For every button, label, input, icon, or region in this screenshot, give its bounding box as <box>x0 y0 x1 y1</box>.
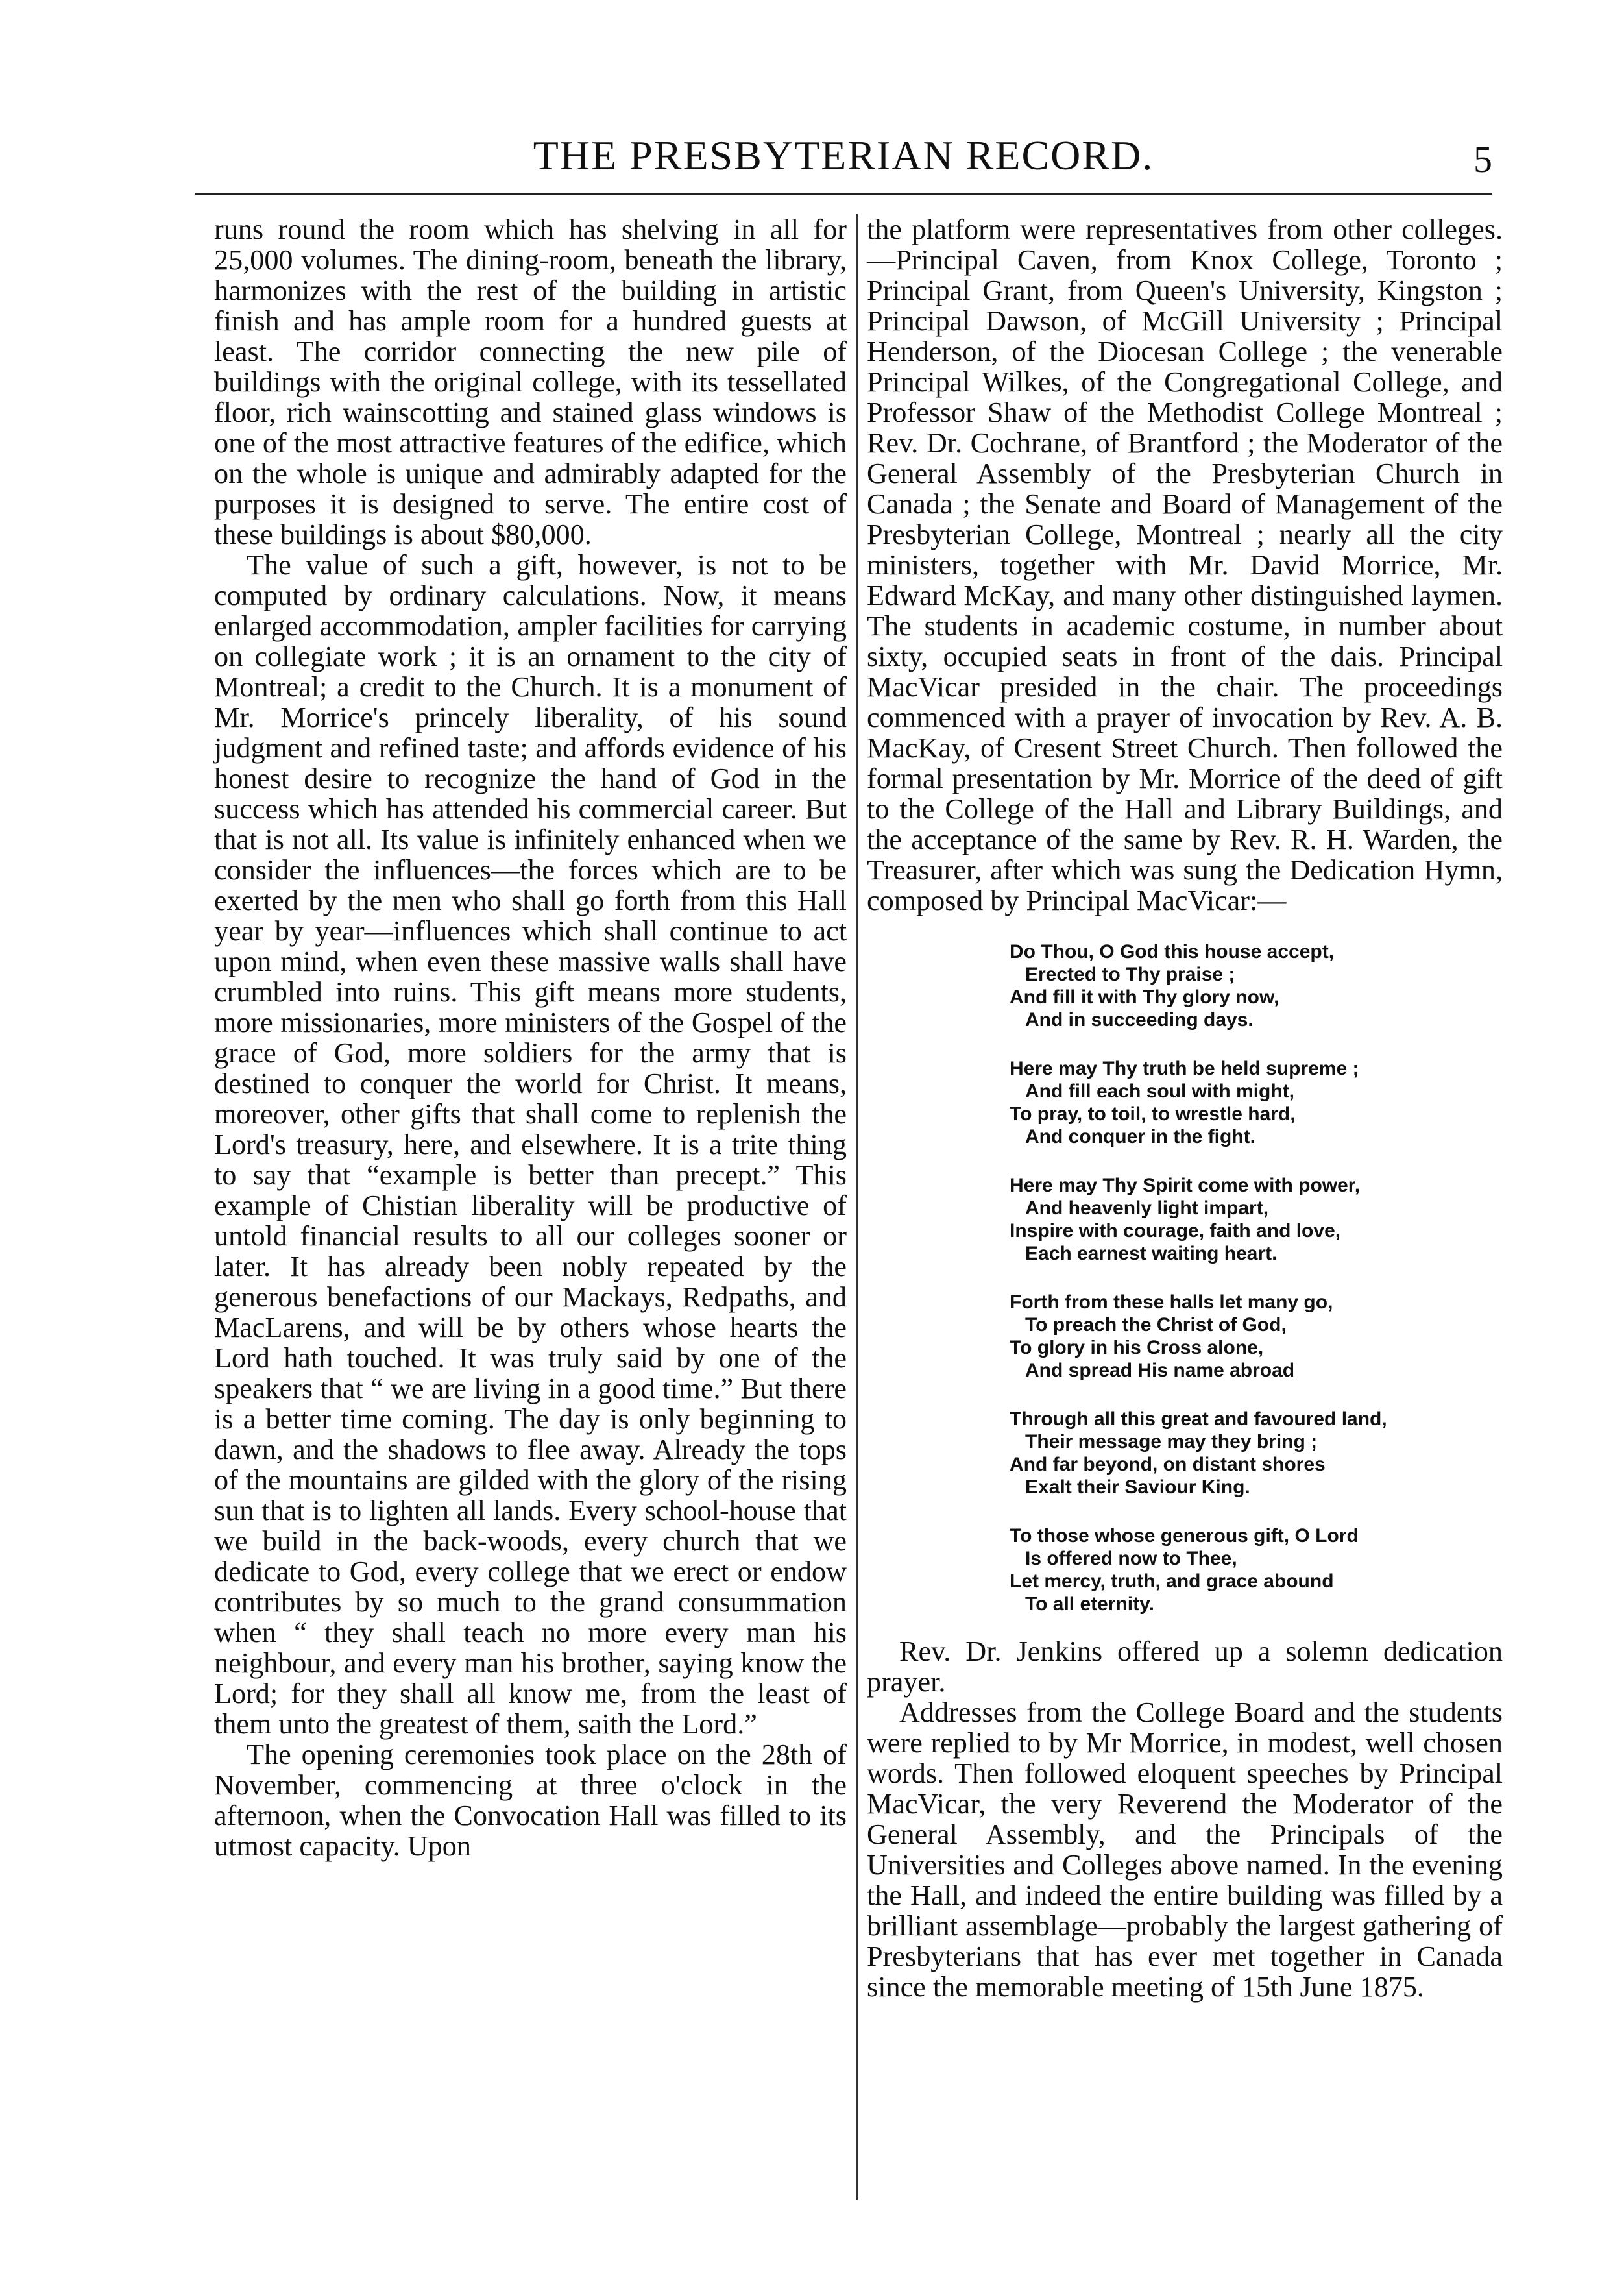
running-title: THE PRESBYTERIAN RECORD. <box>533 132 1154 178</box>
left-column <box>214 214 847 1861</box>
hymn-line: Is offered now to Thee, <box>1025 1548 1237 1569</box>
hymn-line: To preach the Christ of God, <box>1025 1314 1287 1336</box>
hymn-line: To pray, to toil, to wrestle hard, <box>1010 1103 1296 1125</box>
hymn-line: And far beyond, on distant shores <box>1010 1454 1326 1475</box>
column-divider <box>856 214 858 2200</box>
hymn-stanza <box>1010 1408 1503 1499</box>
hymn-line: Let mercy, truth, and grace abound <box>1010 1571 1334 1592</box>
hymn-stanza <box>1010 1524 1503 1615</box>
body-paragraph: runs round the room which has shelving in all for 25,000 volumes. The dining-room, beneath the library, harmonizes with the rest of the building in artistic finish and has ample room for a hundred guests at least. The corridor connecting the new pile of buildings with the original college, with its tessellated floor, rich wainscotting and stained glass windows is one of the most attractive features of the edifice, which on the whole is unique and admirably adapted for the purposes it is designed to serve. The entire cost of these buildings is about $80,000. <box>214 214 847 550</box>
hymn-line: And spread His name abroad <box>1025 1360 1295 1381</box>
hymn-line: To all eternity. <box>1025 1593 1154 1615</box>
hymn-line: Here may Thy Spirit come with power, <box>1010 1175 1361 1196</box>
header-rule <box>195 193 1492 195</box>
hymn-stanza <box>1010 1174 1503 1265</box>
body-paragraph: the platform were representatives from other colleges.—Principal Caven, from Knox College, Toronto ; Principal Grant, from Queen's University, Kingston ; Principal Dawson, of McGill University ; Principal Henderson, of the Diocesan College ; the venerable Principal Wilkes, of the Congregational College, and Professor Shaw of the Methodist College Montreal ; Rev. Dr. Cochrane, of Brantford ; the Moderator of the General Assembly of the Presbyterian Church in Canada ; the Senate and Board of Management of the Presbyterian College, Montreal ; nearly all the city ministers, together with Mr. David Morrice, Mr. Edward McKay, and many other distinguished laymen. The students in academic costume, in number about sixty, occupied seats in front of the dais. Principal MacVicar presided in the chair. The proceedings commenced with a prayer of invocation by Rev. A. B. MacKay, of Cresent Street Church. Then followed the formal presentation by Mr. Morrice of the deed of gift to the College of the Hall and Library Buildings, and the acceptance of the same by Rev. R. H. Warden, the Treasurer, after which was sung the Dedication Hymn, composed by Principal MacVicar:— <box>867 214 1503 916</box>
hymn-stanza <box>1010 1057 1503 1148</box>
hymn-line: Erected to Thy praise ; <box>1025 964 1235 985</box>
page-number: 5 <box>1473 138 1492 180</box>
hymn-line: Inspire with courage, faith and love, <box>1010 1220 1341 1242</box>
hymn-line: Forth from these halls let many go, <box>1010 1291 1333 1313</box>
hymn-line: Here may Thy truth be held supreme ; <box>1010 1058 1359 1079</box>
hymn-line: Do Thou, O God this house accept, <box>1010 941 1335 962</box>
hymn-line: To glory in his Cross alone, <box>1010 1337 1264 1358</box>
dedication-hymn <box>1010 940 1503 1615</box>
hymn-line: Exalt their Saviour King. <box>1025 1476 1250 1498</box>
hymn-line: To those whose generous gift, O Lord <box>1010 1525 1359 1547</box>
hymn-line: And fill it with Thy glory now, <box>1010 986 1279 1008</box>
hymn-line: Through all this great and favoured land, <box>1010 1408 1387 1430</box>
hymn-line: And conquer in the fight. <box>1025 1126 1255 1147</box>
body-paragraph: The opening ceremonies took place on the 28th of November, commencing at three o'clock in the afternoon, when the Convocation Hall was filled to its utmost capacity. Upon <box>214 1739 847 1862</box>
right-column <box>867 214 1503 2002</box>
page-header <box>195 130 1492 195</box>
hymn-stanza <box>1010 1291 1503 1382</box>
hymn-line: And fill each soul with might, <box>1025 1081 1295 1102</box>
body-paragraph: Addresses from the College Board and the students were replied to by Mr Morrice, in modest, well chosen words. Then followed eloquent speeches by Principal MacVicar, the very Reverend the Moderator of the General Assembly, and the Principals of the Universities and Colleges above named. In the evening the Hall, and indeed the entire building was filled by a brilliant assemblage—probably the largest gathering of Presbyterians that has ever met together in Canada since the memorable meeting of 15th June 1875. <box>867 1696 1503 2003</box>
hymn-line: Each earnest waiting heart. <box>1025 1243 1278 1264</box>
body-paragraph: Rev. Dr. Jenkins offered up a solemn dedication prayer. <box>867 1635 1503 1698</box>
body-paragraph: The value of such a gift, however, is not to be computed by ordinary calculations. Now, it means enlarged accommodation, ampler facilities for carrying on collegiate work ; it is an ornament to the city of Montreal; a credit to the Church. It is a monument of Mr. Morrice's princely liberality, of his sound judgment and refined taste; and affords evidence of his honest desire to recognize the hand of God in the success which has attended his commercial career. But that is not all. Its value is infinitely enhanced when we consider the influences—the forces which are to be exerted by the men who shall go forth from this Hall year by year—influences which shall continue to act upon mind, when even these massive walls shall have crumbled into ruins. This gift means more students, more missionaries, more ministers of the Gospel of the grace of God, more soldiers for the army that is destined to conquer the world for Christ. It means, moreover, other gifts that shall come to replenish the Lord's treasury, here, and elsewhere. It is a trite thing to say that “example is better than precept.” This example of Chistian liberality will be productive of untold financial results to all our colleges sooner or later. It has already been nobly repeated by the generous benefactions of our Mackays, Redpaths, and MacLarens, and will be by others whose hearts the Lord hath touched. It was truly said by one of the speakers that “ we are living in a good time.” But there is a better time coming. The day is only beginning to dawn, and the shadows to flee away. Already the tops of the mountains are gilded with the glory of the rising sun that is to lighten all lands. Every school-house that we build in the back-woods, every church that we dedicate to God, every college that we erect or endow contributes by so much to the grand consummation when “ they shall teach no more every man his neighbour, and every man his brother, saying know the Lord; for they shall all know me, from the least of them unto the greatest of them, saith the Lord.” <box>214 549 847 1740</box>
hymn-line: And in succeeding days. <box>1025 1009 1254 1031</box>
hymn-stanza <box>1010 940 1503 1031</box>
hymn-line: Their message may they bring ; <box>1025 1431 1318 1452</box>
hymn-line: And heavenly light impart, <box>1025 1197 1269 1219</box>
